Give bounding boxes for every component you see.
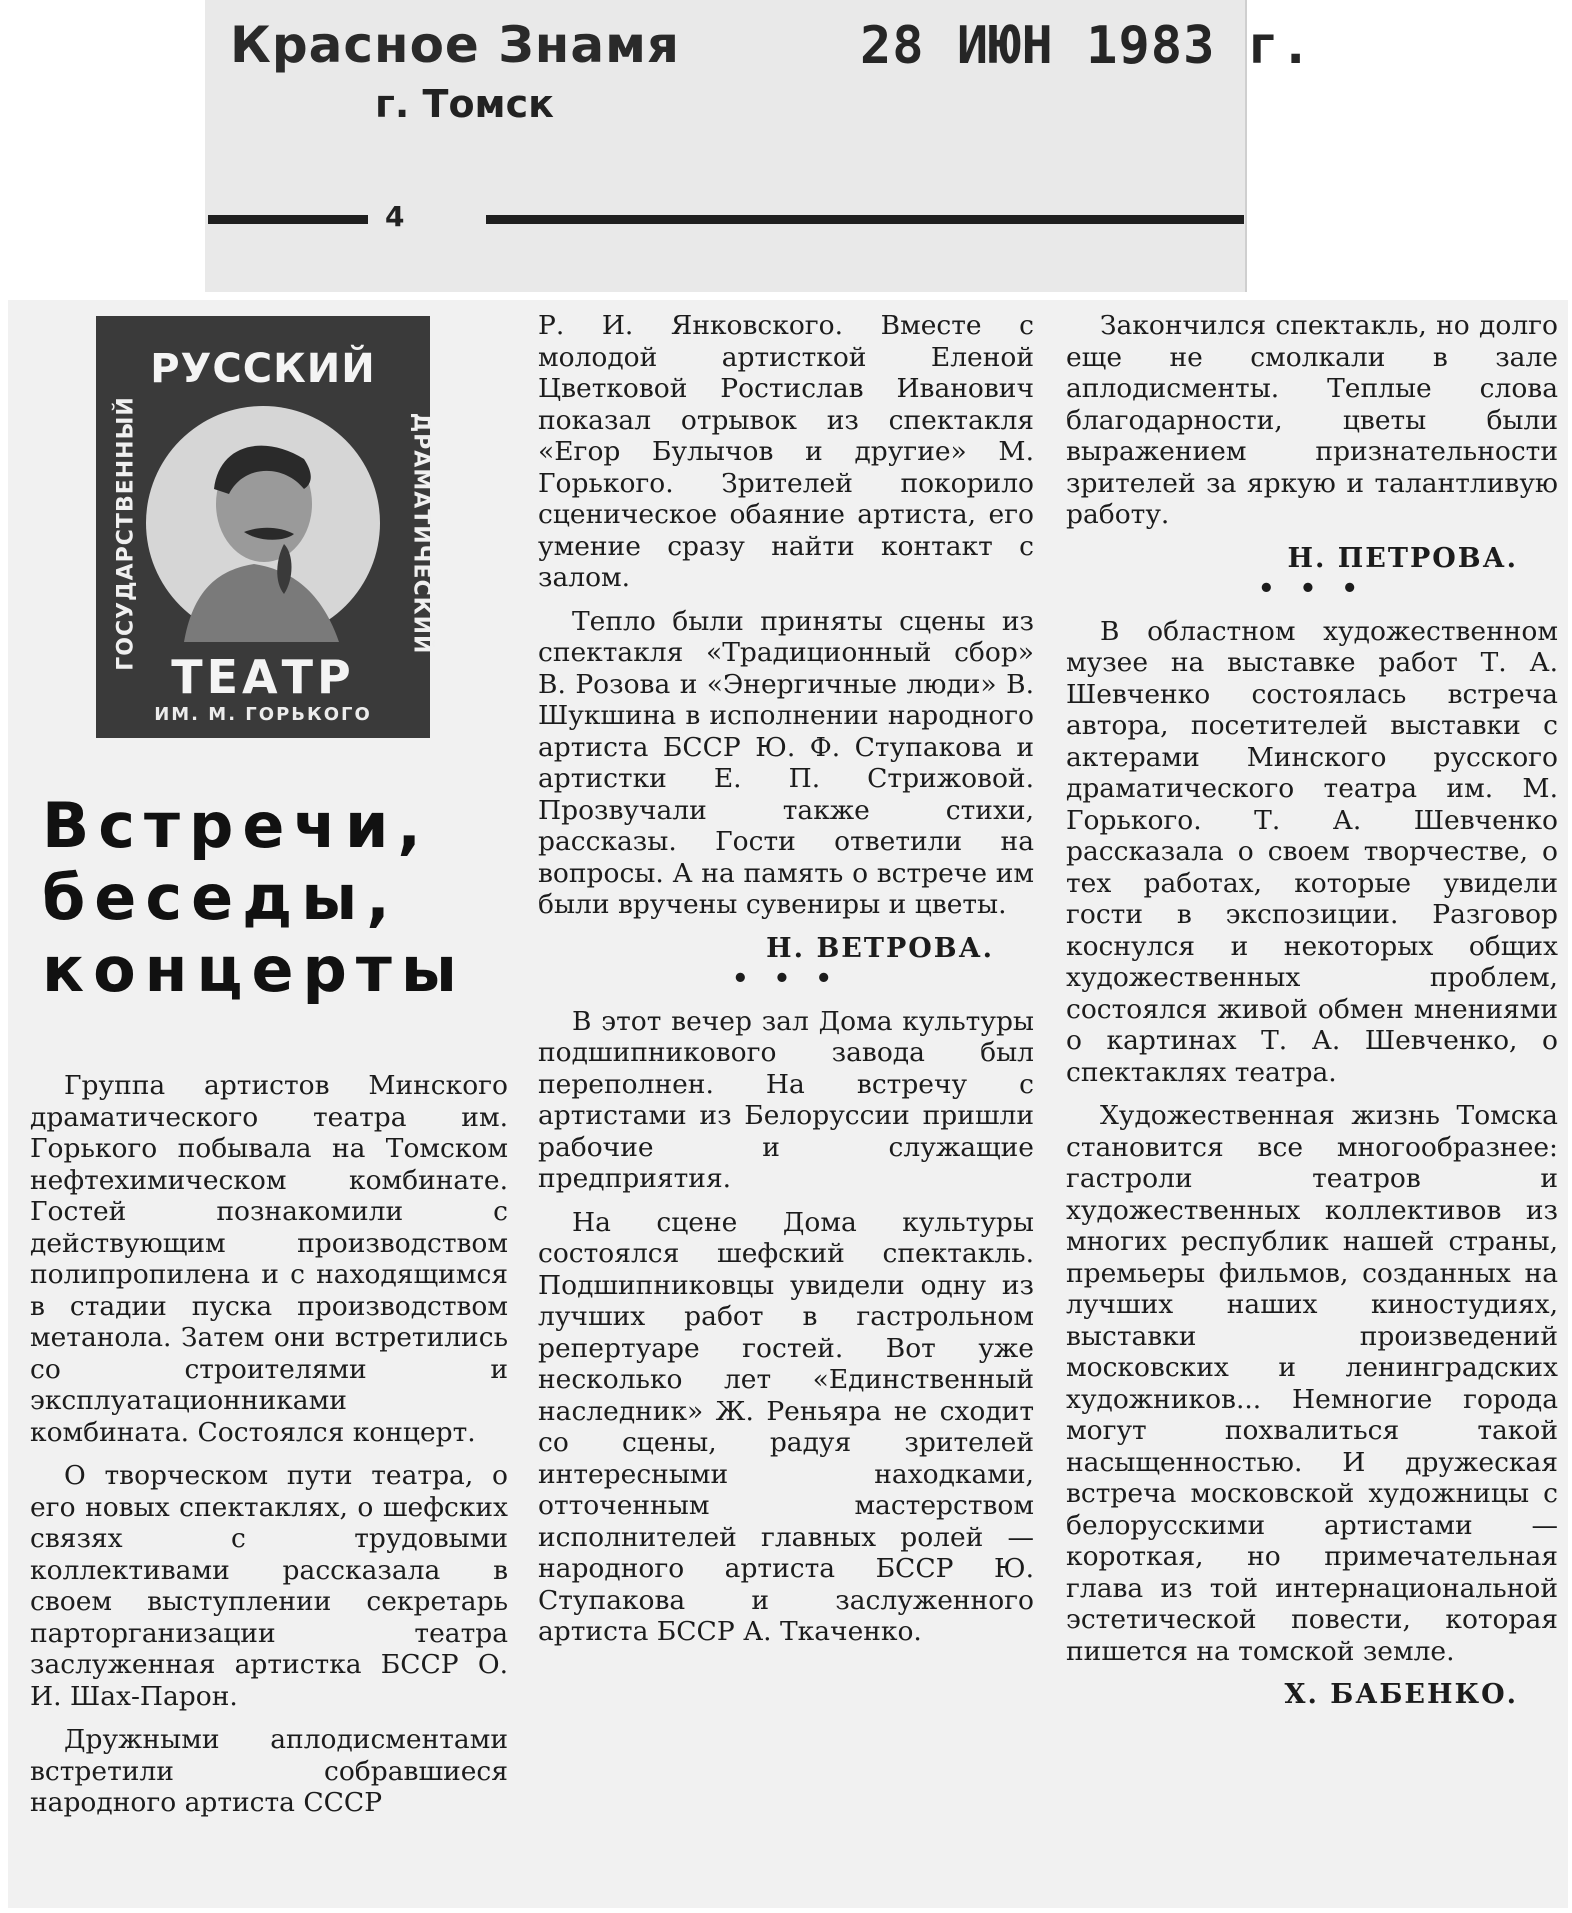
- paragraph: Дружными аплодисментами встретили собравшиеся народного артиста СССР: [30, 1724, 508, 1818]
- logo-right-text: ДРАМАТИЧЕСКИЙ: [408, 412, 434, 655]
- gorky-portrait-icon: [144, 404, 382, 642]
- paragraph: В этот вечер зал Дома культуры подшипникового завода был переполнен. На встречу с артистами из Белоруссии пришли рабочие и служащие предприятия.: [538, 1005, 1034, 1194]
- author-signature: Н. ВЕТРОВА.: [766, 932, 994, 964]
- paragraph: Закончился спектакль, но долго еще не смолкали в зале аплодисменты. Теплые слова благодарности, цветы были выражением признательности зрителей за яркую и талантливую работу.: [1066, 310, 1558, 530]
- logo-bottom-text: ТЕАТР: [171, 650, 355, 704]
- column-2: [538, 310, 1034, 1660]
- logo-top-text: РУССКИЙ: [150, 346, 376, 392]
- column-3: [1066, 310, 1558, 1711]
- paragraph: Художественная жизнь Томска становится все многообразнее: гастроли театров и художественных коллективов из многих республик нашей страны, премьеры фильмов, созданных на лучших наших киностудиях, выставки произведений московских и ленинградских художников... Немногие города могут похвалиться такой насыщенностью. И дружеская встреча московской художницы с белорусскими артистами — короткая, но примечательная глава из той интернациональной эстетической повести, которая пишется на томской земле.: [1066, 1100, 1558, 1667]
- section-separator: • • •: [1258, 574, 1366, 604]
- logo-left-text: ГОСУДАРСТВЕННЫЙ: [113, 396, 139, 671]
- paragraph: Группа артистов Минского драматического театра им. Горького побывала на Томском нефтехимическом комбинате. Гостей познакомили с действующим производством полипропилена и с находящимся в стадии пуска производством метанола. Затем они встретились со строителями и эксплуатационниками комбината. Состоялся концерт.: [30, 1070, 508, 1448]
- date-stamp: 28 ИЮН 1983 г.: [860, 16, 1313, 76]
- masthead-rule-right: [486, 215, 1244, 224]
- paragraph: Р. И. Янковского. Вместе с молодой артисткой Еленой Цветковой Ростислав Иванович показал отрывок из спектакля «Егор Булычов и другие» М. Горького. Зрителей покорило сценическое обаяние артиста, его умение сразу найти контакт с залом.: [538, 310, 1034, 593]
- article-headline: Встречи, беседы, концерты: [42, 789, 466, 1006]
- author-signature: Н. ПЕТРОВА.: [1287, 542, 1518, 574]
- column-1: [30, 1070, 508, 1831]
- paragraph: В областном художественном музее на выставке работ Т. А. Шевченко состоялась встреча автора, посетителей выставки с актерами Минского русского драматического театра им. М. Горького. Т. А. Шевченко рассказала о своем творчестве, о тех работах, которые увидели гости в экспозиции. Разговор коснулся и некоторых общих художественных проблем, состоялся живой обмен мнениями о картинах Т. А. Шевченко, о спектаклях театра.: [1066, 615, 1558, 1088]
- paragraph: На сцене Дома культуры состоялся шефский спектакль. Подшипниковцы увидели одну из лучших работ в гастрольном репертуаре гостей. Вот уже несколько лет «Единственный наследник» Ж. Реньяра не сходит со сцены, радуя зрителей интересными находками, отточенным мастерством исполнителей главных ролей — народного артиста БССР Ю. Ступакова и заслуженного артиста БССР А. Ткаченко.: [538, 1206, 1034, 1647]
- paragraph: О творческом пути театра, о его новых спектаклях, о шефских связях с трудовыми коллективами рассказала в своем выступлении секретарь парторганизации театра заслуженная артистка БССР О. И. Шах-Парон.: [30, 1460, 508, 1712]
- logo-sub-text: ИМ. М. ГОРЬКОГО: [154, 704, 372, 725]
- city-label: г. Томск: [375, 82, 554, 126]
- page-number: 4: [385, 200, 405, 233]
- author-signature: Х. БАБЕНКО.: [1284, 1679, 1518, 1710]
- section-separator: • • •: [732, 964, 840, 994]
- paragraph: Тепло были приняты сцены из спектакля «Традиционный сбор» В. Розова и «Энергичные люди» В. Шукшина в исполнении народного артиста БССР Ю. Ф. Ступакова и артистки Е. П. Стрижовой. Прозвучали также стихи, рассказы. Гости ответили на вопросы. А на память о встрече им были вручены сувениры и цветы.: [538, 605, 1034, 920]
- newspaper-name: Красное Знамя: [230, 16, 681, 74]
- masthead-rule-left: [208, 215, 368, 224]
- theatre-logo: [96, 316, 434, 738]
